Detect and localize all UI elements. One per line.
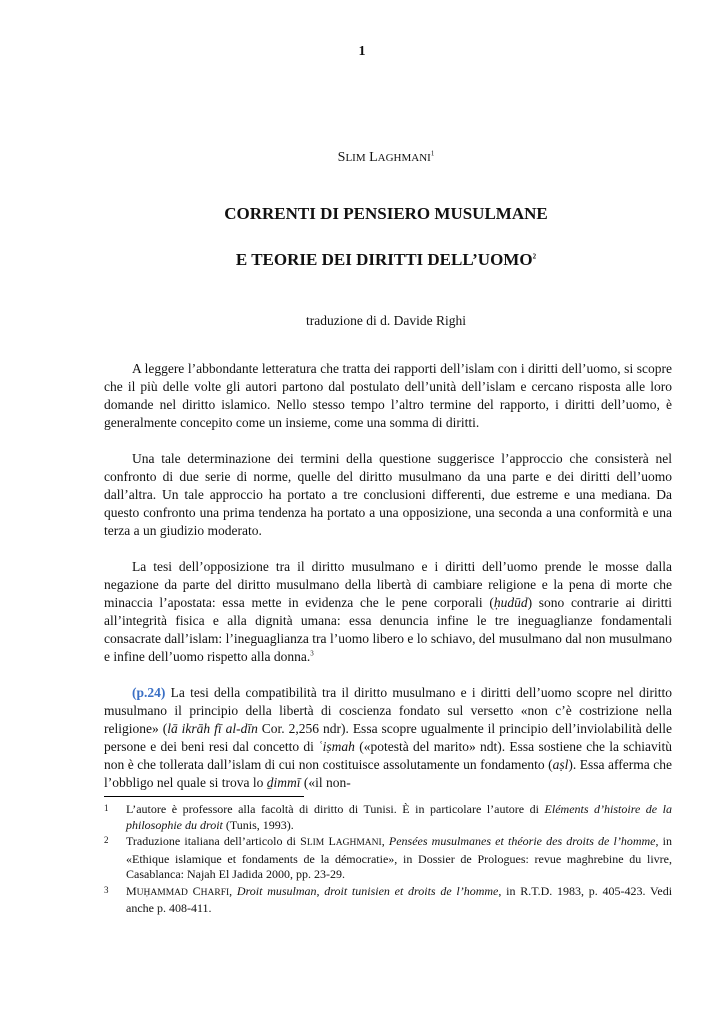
- fn3-author-rest-first: UḤAMMAD: [136, 887, 188, 898]
- fn2-text-a: Traduzione italiana dell’articolo di: [126, 834, 301, 848]
- footnote-text: [126, 802, 672, 833]
- fn2-author-rest-first: LIM: [306, 838, 325, 848]
- title-footnote-ref: 2: [532, 252, 537, 261]
- footnote-number: 1: [104, 803, 109, 813]
- footnote-number: 3: [104, 884, 109, 895]
- author-initial-last: L: [369, 150, 378, 165]
- p4-text-d: ). Essa afferma che l’obbligo nel quale si trova lo: [104, 757, 673, 790]
- body-text: [104, 360, 672, 810]
- footnote-text: [126, 884, 672, 917]
- footnote-1: [104, 802, 672, 833]
- author-footnote-ref: 1: [430, 149, 435, 158]
- fn3-author-initial-last: C: [192, 883, 201, 898]
- p4-text-b: Cor. 2,256 ndr). Essa scopre ugualmente il principio dell’inviolabilità delle persone e dei beni resi dal concetto di: [104, 721, 672, 754]
- fn3-title: Droit musulman, droit tunisien et droits de l’homme: [236, 883, 499, 898]
- footnote-separator: [104, 796, 304, 797]
- author-name: [0, 150, 724, 166]
- p4-text-a: La tesi della compatibilità tra il diritto musulmano e i diritti dell’uomo scopre nel diritto musulmano il principio della libertà di coscienza fondato sul versetto «non c’è costrizione nella religione» (: [104, 685, 672, 736]
- paragraph-3: [104, 558, 672, 666]
- fn2-author-rest-last: AGHMANI: [335, 838, 382, 848]
- fn3-author-rest-last: HARFI: [200, 887, 230, 898]
- fn2-text-b: , in «Ethique islamique et fondaments de la démocratie», in Dossier de Prologues: revue maghrebine du livre, Casablanca: Najah El Jadida 2000, pp. 23-29.: [126, 834, 673, 881]
- footnote-2: [104, 834, 672, 883]
- fn2-comma: ,: [381, 834, 389, 848]
- fn2-author-initial-first: S: [300, 834, 307, 848]
- page-reference-link[interactable]: (p.24): [132, 685, 166, 700]
- fn1-title: Eléments d’histoire de la philosophie du droit: [126, 802, 672, 832]
- p4-term-4: ḏimmī: [266, 775, 301, 790]
- author-rest-last: AGHMANI: [377, 152, 431, 164]
- title-line-1: CORRENTI DI PENSIERO MUSULMANE: [224, 204, 548, 223]
- paragraph-1: A leggere l’abbondante letteratura che tratta dei rapporti dell’islam con i diritti dell’uomo, si scopre che il più delle volte gli autori partono dal postulato dell’unità dell’islam e cercano risposta alle loro domande nel diritto islamico. Nello stesso tempo l’altro termine del rapporto, i diritti dell’uomo, è generalmente concepito come un insieme, come una somma di diritti.: [104, 361, 672, 430]
- p3-footnote-ref: 3: [310, 649, 314, 658]
- fn2-title: Pensées musulmanes et théorie des droits de l’homme: [388, 834, 656, 848]
- p4-term-2: ʿiṣmah: [318, 739, 355, 754]
- author-rest-first: LIM: [345, 152, 366, 164]
- page-number: 1: [358, 44, 366, 59]
- fn3-comma: ,: [229, 883, 237, 898]
- footnote-text: [126, 834, 672, 883]
- p3-term-hudud: ḥudūd: [493, 595, 528, 610]
- paragraph-2: Una tale determinazione dei termini della questione suggerisce l’approccio che consisterà nel confronto di due serie di norme, quelle del diritto musulmano da una parte e dei diritti dell’uomo dall’altra. Un tale approccio ha portato a tre conclusioni differenti, due estreme e una mediana. Da questo confronto una prima tendenza ha portato a una opposizione, una seconda a una conformità e una terza a un giudizio moderato.: [104, 451, 672, 538]
- footnotes: [104, 802, 672, 918]
- footnote-3: [104, 884, 672, 917]
- p4-text-e: («il non-: [300, 775, 351, 790]
- footnote-number: 2: [104, 835, 109, 845]
- fn2-author-initial-last: L: [328, 834, 336, 848]
- p4-text-c: («potestà del marito» ndt). Essa sostiene che la schiavitù non è che tollerata dall’islam di cui non costituisce assolutamente un fondamento (: [104, 739, 672, 772]
- fn1-text-b: (Tunis, 1993).: [222, 817, 294, 832]
- fn3-author-initial-first: M: [126, 883, 137, 898]
- p3-text-a: La tesi dell’opposizione tra il diritto musulmano e i diritti dell’uomo prende le mosse dalla negazione da parte del diritto musulmano della libertà di cambiare religione e la pena di morte che minaccia l’apostata: essa mette in evidenza che le pene corporali (: [104, 559, 672, 610]
- p3-text-b: ) sono contrarie ai diritti all’integrità fisica e alla dignità umana: essa denuncia infine le tre ineguaglianze fondamentali consacrate dall’islam: l’ineguaglianza tra l’uomo libero e lo schiavo, del musulmano dal non musulmano e infine dell’uomo rispetto alla donna.: [104, 595, 673, 664]
- p4-term-3: aṣl: [552, 757, 569, 772]
- p4-term-1: lā ikrāh fī al-dīn: [167, 721, 258, 736]
- author-initial-first: S: [337, 150, 346, 165]
- title-line-2-text: E TEORIE DEI DIRITTI DELL’UOMO: [235, 250, 533, 269]
- title-line-2: [0, 250, 724, 270]
- fn1-text-a: L’autore è professore alla facoltà di diritto di Tunisi. È in particolare l’autore di: [126, 802, 545, 816]
- fn3-text-b: , in R.T.D. 1983, p. 405-423. Vedi anche p. 408-411.: [126, 883, 673, 915]
- paragraph-4: [104, 684, 672, 792]
- translator-credit: traduzione di d. Davide Righi: [305, 313, 467, 328]
